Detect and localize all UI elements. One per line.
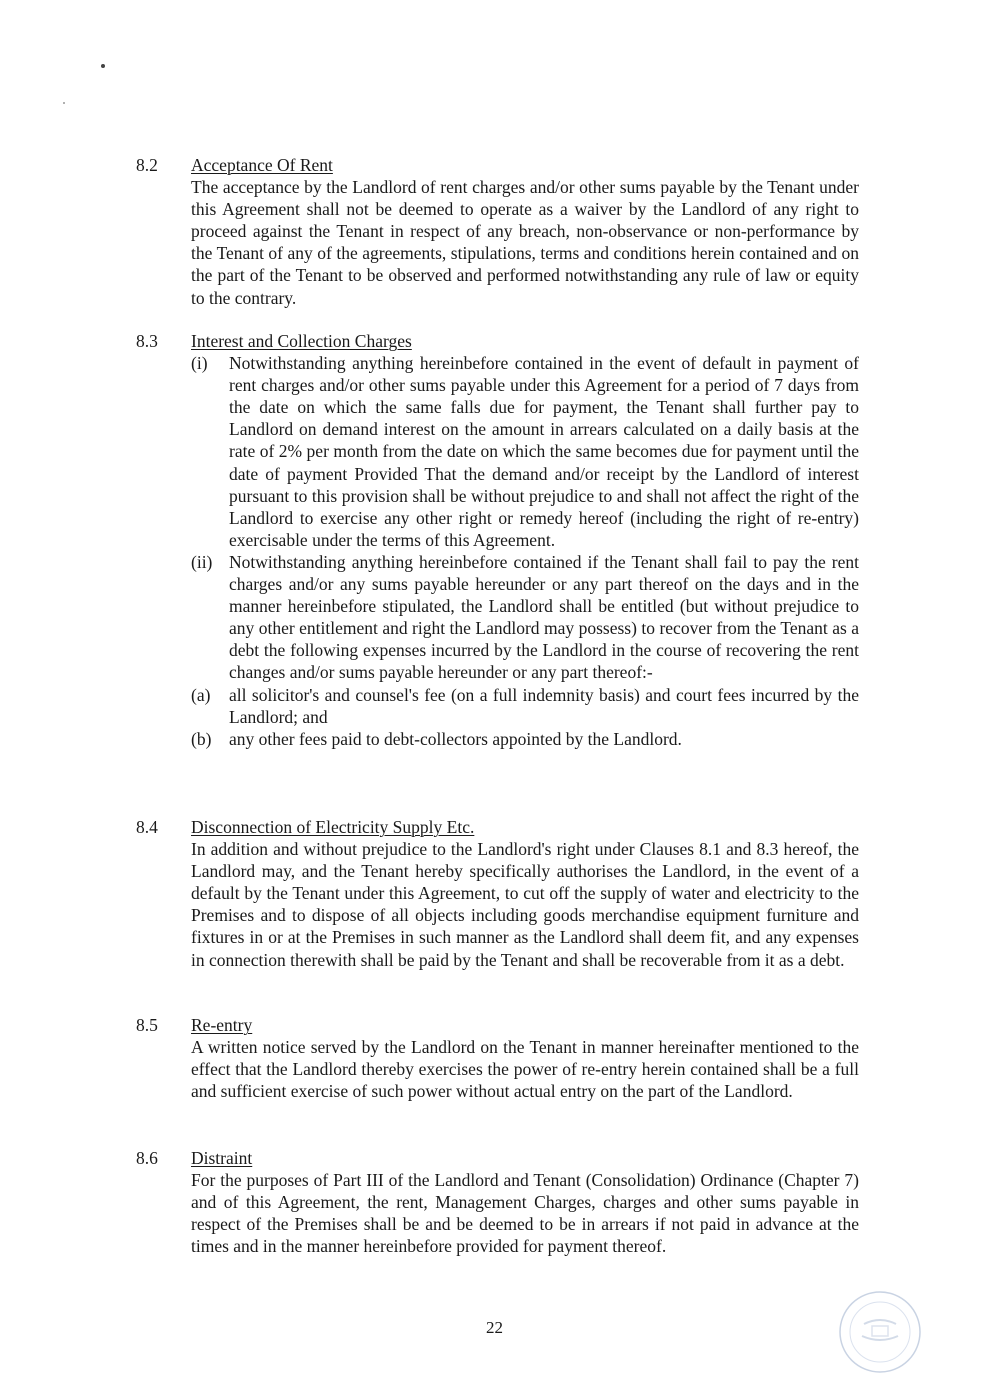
list-item: [191, 352, 859, 551]
scan-speck: [101, 64, 105, 68]
section-heading: Interest and Collection Charges: [191, 331, 412, 351]
section-body: [191, 154, 859, 309]
item-marker: (i): [191, 353, 208, 374]
section-number: 8.4: [136, 817, 158, 837]
section-number: 8.2: [136, 155, 158, 175]
page-number: 22: [486, 1318, 503, 1337]
sub-item-text: all solicitor's and counsel's fee (on a full indemnity basis) and court fees incurred by the Landlord; and: [229, 684, 859, 727]
section-body: [191, 1147, 859, 1257]
item-marker: (ii): [191, 551, 213, 572]
section-heading: Distraint: [191, 1148, 253, 1168]
item-text: Notwithstanding anything hereinbefore contained if the Tenant shall fail to pay the rent charges and/or any sums payable hereunder or any part thereof on the days and in the manner hereinbefore stipulated, the Landlord shall be entitled (but without prejudice to any other entitlement and right the Landlord may possess) to recover from the Tenant as a debt the following expenses incurred by the Landlord in the course of recovering the rent changes and/or sums payable hereunder or any part thereof:-: [229, 551, 859, 683]
section-body: [191, 816, 859, 971]
sub-item-text: any other fees paid to debt-collectors appointed by the Landlord.: [229, 728, 682, 749]
section-text: In addition and without prejudice to the Landlord's right under Clauses 8.1 and 8.3 hereof, the Landlord may, and the Tenant hereby specifically authorises the Landlord, in the event of a default by the Tenant under this Agreement, to cut off the supply of water and electricity to the Premises and to dispose of all objects including goods merchandise equipment furniture and fixtures in or at the Premises in such manner as the Landlord shall deem fit, and any expenses in connection therewith shall be paid by the Tenant and shall be recoverable from it as a debt.: [191, 839, 859, 970]
sub-item-marker: (b): [191, 728, 212, 749]
stamp-seal-icon: [838, 1290, 922, 1374]
sub-item: [191, 684, 859, 728]
section-heading: Acceptance Of Rent: [191, 155, 333, 175]
section-body: [191, 1014, 859, 1102]
section-text: For the purposes of Part III of the Landlord and Tenant (Consolidation) Ordinance (Chapter 7) and of this Agreement, the rent, Management Charges, charges and other sums payable in respect of the Premises shall be and be deemed to be in arrears if not paid in advance at the times and in the manner hereinbefore provided for payment thereof.: [191, 1170, 859, 1257]
section-heading: Disconnection of Electricity Supply Etc.: [191, 817, 475, 837]
section-text: A written notice served by the Landlord on the Tenant in manner hereinafter mentioned to the effect that the Landlord thereby exercises the power of re-entry herein contained shall be a full and sufficient exercise of such power without actual entry on the part of the Landlord.: [191, 1037, 859, 1102]
section-number: 8.6: [136, 1148, 158, 1168]
list-item: [191, 551, 859, 750]
item-text: Notwithstanding anything hereinbefore contained in the event of default in payment of rent charges and/or other sums payable under this Agreement for a period of 7 days from the date on which the same falls due for payment, the Tenant shall further pay to Landlord on demand interest on the amount in arrears calculated on a daily basis at the rate of 2% per month from the date on which the same becomes due for payment until the date of payment Provided That the demand and/or receipt by the Landlord of interest pursuant to this provision shall be without prejudice to and shall not affect the right of the Landlord to exercise any other right or remedy hereof (including the right of re-entry) exercisable under the terms of this Agreement.: [229, 353, 859, 550]
sub-item: [191, 728, 859, 750]
section-text: The acceptance by the Landlord of rent charges and/or other sums payable by the Tenant under this Agreement shall not be deemed to operate as a waiver by the Landlord of any right to proceed against the Tenant in respect of any breach, non-observance or non-performance by the Tenant of any of the agreements, stipulations, terms and conditions herein contained and on the part of the Tenant to be observed and performed notwithstanding any rule of law or equity to the contrary.: [191, 177, 859, 308]
section-number: 8.3: [136, 331, 158, 351]
sub-item-marker: (a): [191, 684, 211, 705]
section-number: 8.5: [136, 1015, 158, 1035]
scan-speck: [63, 102, 65, 104]
section-body: [191, 330, 859, 750]
section-heading: Re-entry: [191, 1015, 253, 1035]
